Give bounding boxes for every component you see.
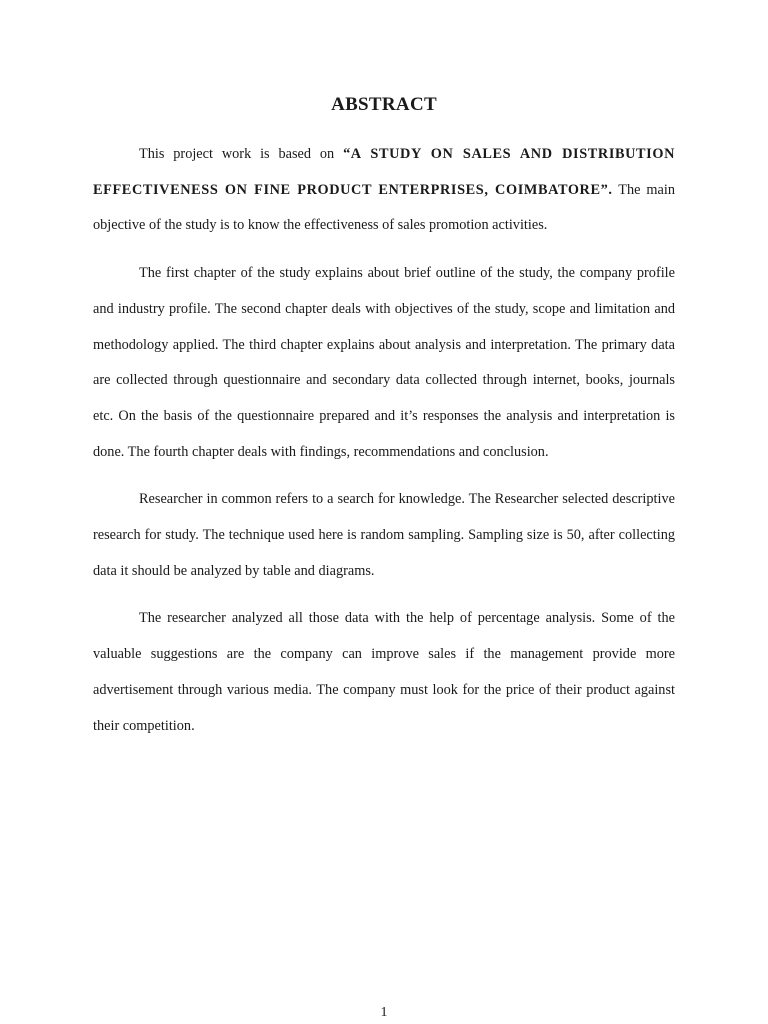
paragraph-4: The researcher analyzed all those data with the help of percentage analysis. Some of the valuable suggestions are the company can improve sales if the management provide more advertisement through various media. The company must look for the price of their product against their competition. (93, 610, 675, 734)
paragraph-1-lead: This project work is based on (139, 146, 344, 162)
page-number: 1 (380, 1005, 388, 1020)
paragraph-2: The first chapter of the study explains about brief outline of the study, the company profile and industry profile. The second chapter deals with objectives of the study, scope and limitation and methodology applied. The third chapter explains about analysis and interpretation. The primary data are collected through questionnaire and secondary data collected through internet, books, journals etc. On the basis of the questionnaire prepared and it’s responses the analysis and interpretation is done. The fourth chapter deals with findings, recommendations and conclusion. (93, 265, 675, 460)
paragraph-3: Researcher in common refers to a search for knowledge. The Researcher selected descriptive research for study. The technique used here is random sampling. Sampling size is 50, after collecting data it should be analyzed by table and diagrams. (93, 491, 675, 579)
project-title: “A STUDY ON SALES AND DISTRIBUTION EFFECTIVENESS ON FINE PRODUCT ENTERPRISES, COIMBATORE”. (93, 146, 675, 198)
page-title: ABSTRACT (331, 94, 437, 115)
abstract-body (93, 137, 675, 756)
paragraph-1 (93, 137, 675, 244)
paragraph-1-rest: The main objective of the study is to know the effectiveness of sales promotion activities. (93, 181, 675, 234)
